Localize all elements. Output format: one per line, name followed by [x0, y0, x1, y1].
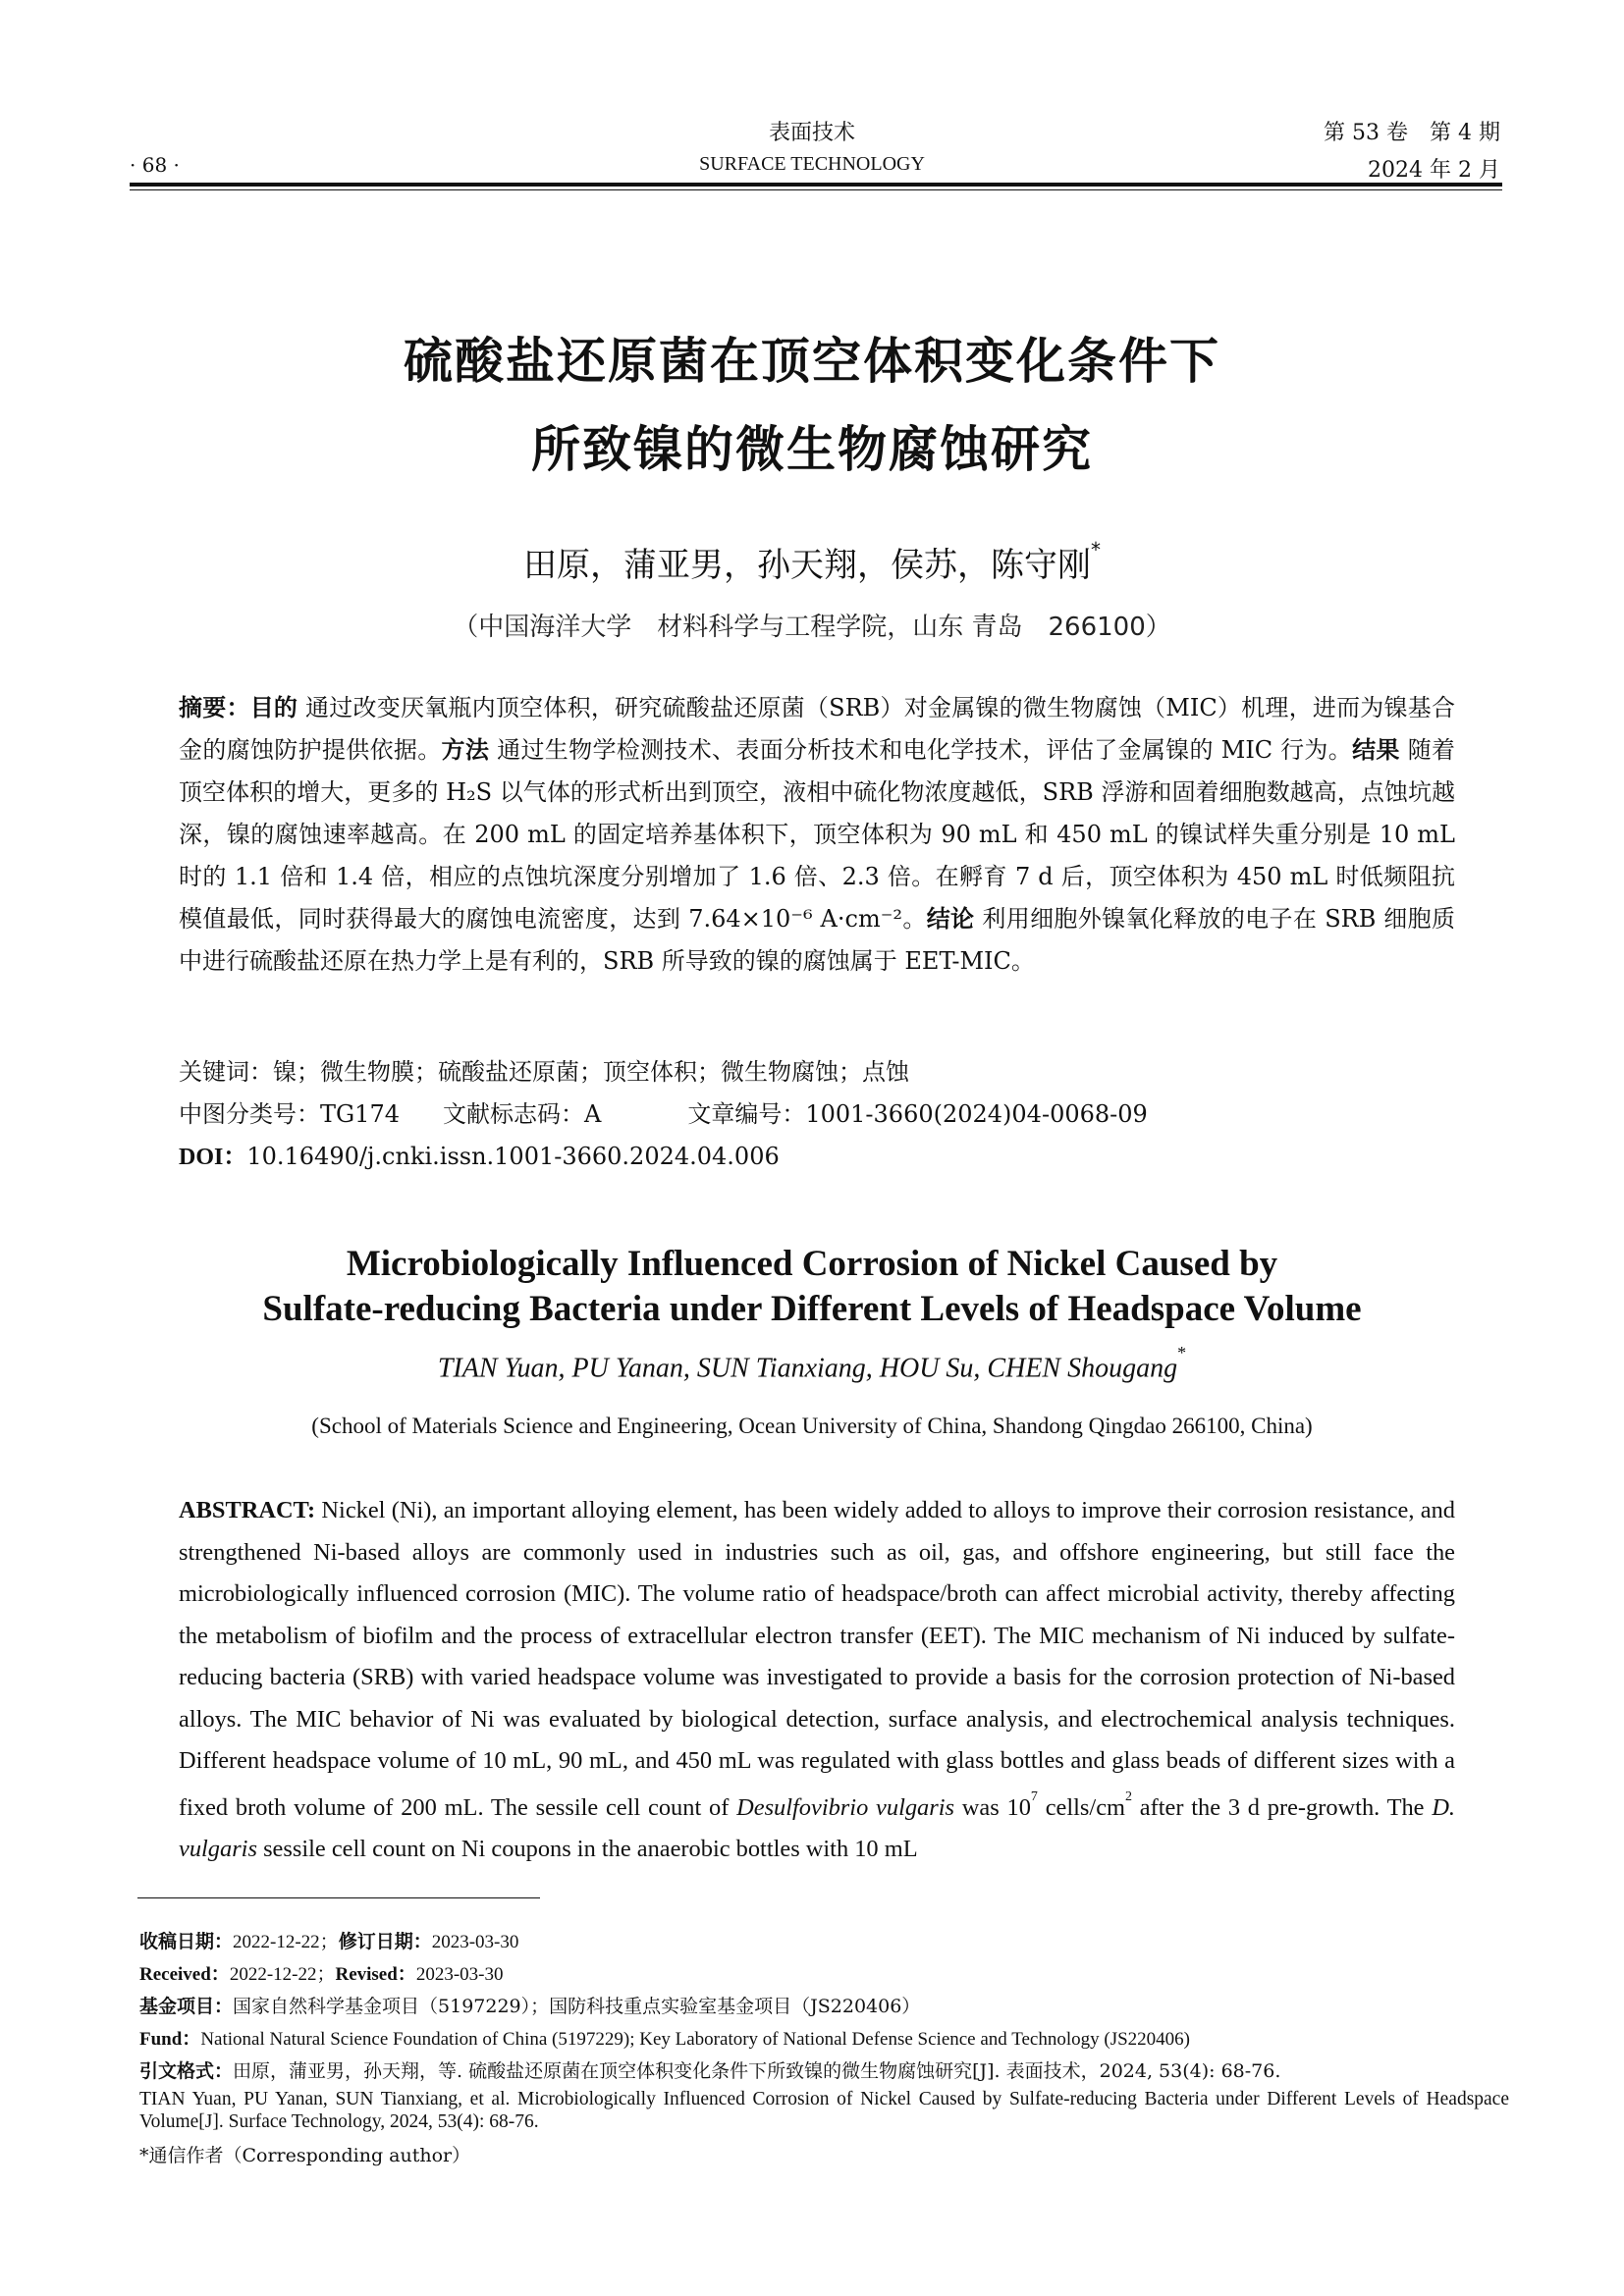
conclusion-label: 结论 [926, 905, 975, 933]
issue-date: 2024 年 2 月 [1368, 158, 1500, 183]
clc-label: 中图分类号： [179, 1100, 320, 1128]
affiliation-en: (School of Materials Science and Engineering, Ocean University of China, Shandong Qingdao 266100, China) [311, 1414, 1313, 1438]
footnote-corresponding [139, 2140, 1514, 2172]
species-name-1: Desulfovibrio vulgaris [736, 1793, 954, 1821]
header-rule-thick [130, 183, 1502, 187]
header-rule-thin [130, 189, 1502, 190]
received-cn-label: 收稿日期： [139, 1931, 234, 1952]
species-name-2: D. vulgaris [179, 1793, 1456, 1863]
method-label: 方法 [441, 736, 490, 764]
cite-cn-label: 引文格式： [139, 2060, 234, 2082]
authors-cn [0, 538, 1624, 586]
footnote-rule [137, 1897, 540, 1898]
fund-cn-text: 国家自然科学基金项目（5197229）；国防科技重点实验室基金项目（JS220406） [233, 1996, 921, 2017]
fund-en-text: National Natural Science Foundation of China (5197229); Key Laboratory of National Defense Science and Technology (JS220406) [200, 2029, 1190, 2050]
affiliation-cn: （中国海洋大学 材料科学与工程学院，山东 青岛 266100） [453, 613, 1171, 642]
method-text: 通过生物学检测技术、表面分析技术和电化学技术，评估了金属镍的 MIC 行为。 [497, 736, 1353, 764]
received-cn-date: 2022-12-22 [233, 1932, 320, 1952]
cell-count-unit: cells/cm [1045, 1793, 1125, 1821]
footnote-dates-cn: 收稿日期：2022-12-22；修订日期：2023-03-30 [139, 1931, 519, 1952]
abstract-cn-label: 摘要： [179, 694, 250, 721]
keywords-text: 镍；微生物膜；硫酸盐还原菌；顶空体积；微生物腐蚀；点蚀 [273, 1058, 909, 1086]
clc-value: TG174 [320, 1100, 400, 1128]
article-no-label: 文章编号： [687, 1100, 806, 1128]
abstract-en-label: ABSTRACT: [179, 1497, 316, 1523]
footnote-cite-cn [139, 2056, 1514, 2088]
abstract-en-part1: Nickel (Ni), an important alloying element, has been widely added to alloys to improve their corrosion resistance, and strengthened Ni-based alloys are commonly used in industries such as oil, gas, and offshore engineering, but still face the microbiologically influenced corrosion (MIC). The volume ratio of headspace/broth can affect microbial activity, thereby affecting the metabolism of biofilm and the process of extracellular electron transfer (EET). The MIC mechanism of Ni induced by sulfate-reducing bacteria (SRB) with varied headspace volume was investigated to provide a basis for the corrosion protection of Ni-based alloys. The MIC behavior of Ni was evaluated by biological detection, surface analysis, and electrochemical analysis techniques. Different headspace volume of 10 mL, 90 mL, and 450 mL was regulated with glass bottles and glass beads of different sizes with a fixed broth volume of 200 mL. The sessile cell count of [179, 1497, 1455, 1821]
corresponding-label: *通信作者（Corresponding author） [139, 2145, 471, 2166]
classification-row [179, 1094, 1148, 1136]
footnote-cite-en: TIAN Yuan, PU Yanan, SUN Tianxiang, et al. Microbiologically Influenced Corrosion of Nickel Caused by Sulfate-reducing Bacteria under Different Levels of Headspace Volume[J]. Surface Technology, 2024, 53(4): 68-76. [139, 2089, 1509, 2132]
title-en-line1: Microbiologically Influenced Corrosion of Nickel Caused by [346, 1244, 1278, 1284]
journal-name-cn: 表面技术 [768, 121, 855, 145]
abstract-cn [179, 687, 1455, 983]
title-cn-line2: 所致镍的微生物腐蚀研究 [531, 421, 1093, 478]
revised-cn-date: 2023-03-30 [431, 1932, 519, 1952]
purpose-text: 通过改变厌氧瓶内顶空体积，研究硫酸盐还原菌（SRB）对金属镍的微生物腐蚀（MIC）机理，进而为镍基合金的腐蚀防护提供依据。 [179, 694, 1456, 764]
corresponding-mark-en: * [1177, 1343, 1187, 1362]
abstract-en-part3: after the 3 d pre-growth. The [1139, 1793, 1425, 1821]
authors-en [0, 1343, 1624, 1384]
abstract-en-part2: was [961, 1793, 1000, 1821]
conclusion-text: 利用细胞外镍氧化释放的电子在 SRB 细胞质中进行硫酸盐还原在热力学上是有利的，SRB 所导致的镍的腐蚀属于 EET-MIC。 [179, 905, 1456, 975]
article-no-value: 1001-3660(2024)04-0068-09 [805, 1100, 1148, 1128]
volume-issue: 第 53 卷 第 4 期 [1324, 121, 1500, 145]
doc-code-value: A [584, 1100, 602, 1128]
title-cn-line1: 硫酸盐还原菌在顶空体积变化条件下 [404, 333, 1220, 390]
authors-cn-text: 田原，蒲亚男，孙天翔，侯苏，陈守刚 [523, 546, 1091, 585]
received-en-label: Received： [139, 1964, 230, 1985]
title-en-line2: Sulfate-reducing Bacteria under Different Levels of Headspace Volume [262, 1289, 1362, 1329]
page-number: · 68 · [130, 153, 180, 177]
cell-count-base: 10 [1006, 1793, 1031, 1821]
doc-code-label: 文献标志码： [443, 1100, 584, 1128]
journal-name-en: SURFACE TECHNOLOGY [699, 153, 925, 175]
fund-cn-label: 基金项目： [139, 1996, 234, 2017]
purpose-label: 目的 [249, 694, 298, 721]
authors-en-text: TIAN Yuan, PU Yanan, SUN Tianxiang, HOU Su, CHEN Shougang [437, 1353, 1178, 1384]
revised-cn-label: 修订日期： [338, 1931, 432, 1952]
keywords-label: 关键词： [179, 1058, 273, 1086]
corresponding-mark: * [1091, 537, 1101, 561]
result-label: 结果 [1352, 736, 1400, 764]
footnote-fund-cn [139, 1991, 1514, 2023]
footnote-dates-en: Received：2022-12-22；Revised：2023-03-30 [139, 1964, 504, 1985]
cite-cn-text: 田原，蒲亚男，孙天翔，等. 硫酸盐还原菌在顶空体积变化条件下所致镍的微生物腐蚀研究[J]. 表面技术，2024, 53(4): 68-76. [233, 2060, 1281, 2082]
fund-en-label: Fund： [139, 2029, 201, 2050]
revised-en-label: Revised： [335, 1964, 416, 1985]
abstract-en [179, 1490, 1455, 1871]
doi-row [179, 1136, 780, 1179]
doi-label: DOI： [179, 1145, 247, 1170]
cell-count-unit-exponent: 2 [1125, 1789, 1132, 1804]
keywords-row [179, 1051, 909, 1094]
result-text: 随着顶空体积的增大，更多的 H₂S 以气体的形式析出到顶空，液相中硫化物浓度越低，SRB 浮游和固着细胞数越高，点蚀坑越深，镍的腐蚀速率越高。在 200 mL 的固定培养基体积下，顶空体积为 90 mL 和 450 mL 的镍试样失重分别是 10 mL 时的 1.1 倍和 1.4 倍，相应的点蚀坑深度分别增加了 1.6 倍、2.3 倍。在孵育 7 d 后，顶空体积为 450 mL 时低频阻抗模值最低，同时获得最大的腐蚀电流密度，达到 7.64×10⁻⁶ A·cm⁻²。 [179, 736, 1456, 933]
abstract-en-part4: sessile cell count on Ni coupons in the anaerobic bottles with 10 mL [263, 1836, 918, 1863]
received-en-date: 2022-12-22 [229, 1964, 317, 1985]
doi-link[interactable]: 10.16490/j.cnki.issn.1001-3660.2024.04.006 [246, 1143, 780, 1170]
cell-count-exponent: 7 [1030, 1789, 1038, 1804]
revised-en-date: 2023-03-30 [415, 1964, 504, 1985]
footnote-fund-en [139, 2023, 1514, 2056]
